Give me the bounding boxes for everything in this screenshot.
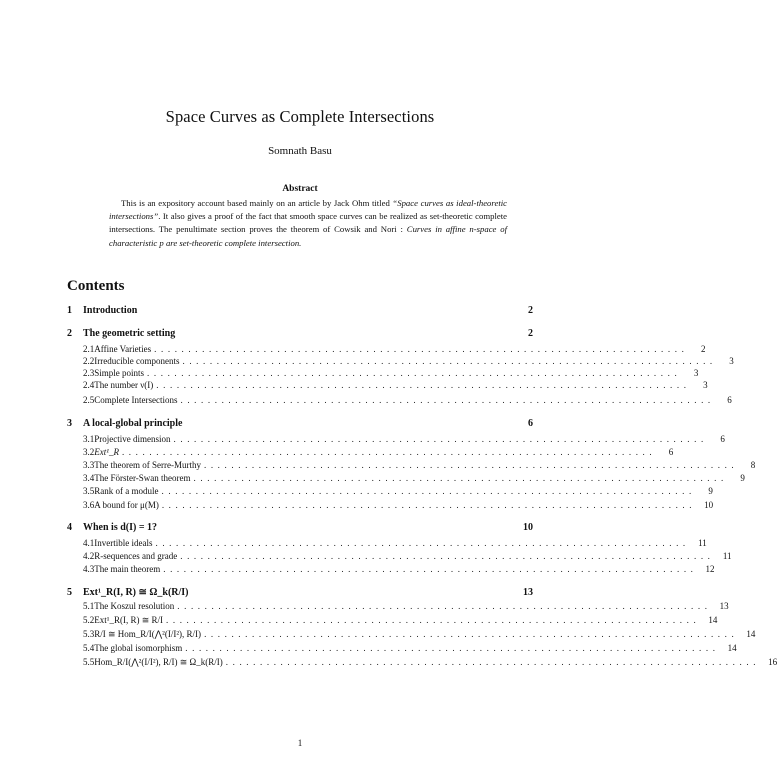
toc-subsection-number: 3.3 <box>83 460 95 470</box>
toc-subsection-page: 14 <box>727 643 737 653</box>
toc-subsection-number: 2.3 <box>83 368 95 378</box>
toc-section-title: When is d(I) = 1? <box>83 522 158 533</box>
toc-subsection-title: Hom_R/I(⋀²(I/I²), R/I) ≅ Ω_k(R/I) <box>94 657 223 667</box>
toc-leader-dots: .............................................................................. <box>185 643 720 653</box>
toc-subsection-title: Ext¹_R <box>94 447 119 457</box>
toc-subsection[interactable] <box>83 657 777 669</box>
toc-subsection-title: Projective dimension <box>94 434 171 444</box>
toc-subsection-page: 3 <box>693 368 699 378</box>
toc-section-number: 1 <box>67 305 72 316</box>
toc-subsection-number: 3.5 <box>83 486 95 496</box>
toc-section-title: Introduction <box>83 305 138 316</box>
toc-subsection-number: 2.1 <box>83 344 95 354</box>
toc-subsection[interactable] <box>83 629 756 641</box>
toc-leader-dots: .............................................................................. <box>173 434 708 444</box>
toc-leader-dots: .............................................................................. <box>161 486 696 496</box>
toc-leader-dots: .............................................................................. <box>155 538 690 548</box>
abstract-heading: Abstract <box>282 184 318 194</box>
toc-leader-dots: .............................................................................. <box>121 447 657 457</box>
abstract-text-1: This is an expository account based mainly on an article by Jack Ohm titled <box>121 198 393 208</box>
toc-subsection-number: 5.4 <box>83 643 95 653</box>
toc-leader-dots: .............................................................................. <box>180 395 715 405</box>
paper-title: Space Curves as Complete Intersections <box>165 107 435 126</box>
abstract-theorem-statement: Curves in affine n-space of characteristic p are set-theoretic complete intersection. <box>109 224 507 248</box>
toc-subsection-title: R-sequences and grade <box>94 551 178 561</box>
toc-subsection-page: 13 <box>719 601 729 611</box>
toc-subsection[interactable] <box>83 356 734 368</box>
toc-section-page: 10 <box>523 522 533 533</box>
toc-subsection[interactable] <box>83 486 713 498</box>
toc-subsection[interactable] <box>83 538 707 550</box>
toc-subsection[interactable] <box>83 500 714 512</box>
toc-subsection[interactable] <box>83 551 732 563</box>
toc-leader-dots: .............................................................................. <box>166 615 701 625</box>
paper-author: Somnath Basu <box>268 145 332 157</box>
toc-section-page: 6 <box>528 418 533 429</box>
toc-leader-dots: .............................................................................. <box>182 356 717 366</box>
toc-subsection-number: 2.2 <box>83 356 95 366</box>
toc-subsection-number: 5.1 <box>83 601 95 611</box>
toc-subsection-page: 10 <box>704 500 714 510</box>
toc-subsection-number: 4.2 <box>83 551 95 561</box>
toc-subsection-title: Irreducible components <box>94 356 180 366</box>
toc-subsection-number: 4.3 <box>83 564 95 574</box>
toc-subsection-title: Ext¹_R(I, R) ≅ R/I <box>94 615 163 625</box>
toc-subsection[interactable] <box>83 643 737 655</box>
toc-subsection[interactable] <box>83 344 706 356</box>
toc-subsection-title: The global isomorphism <box>94 643 183 653</box>
toc-section-title: Ext¹_R(I, R) ≅ Ω_k(R/I) <box>83 587 189 598</box>
toc-subsection-page: 3 <box>703 380 708 390</box>
toc-subsection-number: 5.2 <box>83 615 95 625</box>
toc-leader-dots: .............................................................................. <box>161 500 697 510</box>
toc-section-title: A local-global principle <box>83 418 183 429</box>
toc-subsection-number: 3.4 <box>83 473 95 483</box>
toc-section-number: 5 <box>67 587 72 598</box>
toc-subsection-title: Invertible ideals <box>94 538 153 548</box>
toc-leader-dots: .............................................................................. <box>204 629 739 639</box>
abstract-text-2: . It also gives a proof of the fact that smooth space curves can be realized as set-theoretic complete intersections. The penultimate section proves the theorem of Cowsik and Nori : <box>109 211 507 235</box>
toc-subsection-page: 14 <box>746 629 756 639</box>
toc-section-number: 2 <box>67 328 72 339</box>
toc-section[interactable] <box>67 328 533 342</box>
toc-subsection-title: The main theorem <box>94 564 161 574</box>
toc-section-page: 2 <box>528 305 533 316</box>
toc-leader-dots: .............................................................................. <box>147 368 682 378</box>
toc-leader-dots: .............................................................................. <box>180 551 715 561</box>
toc-subsection-title: Simple points <box>94 368 145 378</box>
toc-subsection-page: 2 <box>700 344 706 354</box>
toc-subsection[interactable] <box>83 395 732 407</box>
toc-subsection-number: 3.2 <box>83 447 95 457</box>
toc-subsection[interactable] <box>83 601 729 613</box>
toc-subsection-title: The theorem of Serre-Murthy <box>94 460 201 470</box>
toc-subsection[interactable] <box>83 380 708 392</box>
toc-leader-dots: .............................................................................. <box>163 564 698 574</box>
toc-subsection[interactable] <box>83 564 715 576</box>
toc-subsection-title: Rank of a module <box>94 486 159 496</box>
toc-subsection-number: 5.5 <box>83 657 95 667</box>
toc-subsection-page: 11 <box>722 551 732 561</box>
toc-subsection-title: Complete Intersections <box>94 395 178 405</box>
toc-subsection-title: A bound for μ(M) <box>94 500 159 510</box>
toc-section-number: 4 <box>67 522 72 533</box>
toc-leader-dots: .............................................................................. <box>177 601 712 611</box>
toc-section[interactable] <box>67 522 533 536</box>
toc-leader-dots: .............................................................................. <box>154 344 689 354</box>
toc-leader-dots: .............................................................................. <box>193 473 728 483</box>
toc-subsection-number: 5.3 <box>83 629 95 639</box>
toc-subsection-page: 14 <box>708 615 718 625</box>
toc-subsection-page: 9 <box>740 473 745 483</box>
toc-subsection-page: 12 <box>705 564 715 574</box>
toc-section-page: 2 <box>528 328 533 339</box>
toc-subsection-number: 3.6 <box>83 500 95 510</box>
toc-subsection-page: 6 <box>668 447 674 457</box>
toc-section[interactable] <box>67 418 533 432</box>
toc-subsection-page: 8 <box>750 460 756 470</box>
abstract-body <box>109 197 507 250</box>
abstract-cited-title: “Space curves as ideal-theoretic intersections” <box>109 198 508 222</box>
toc-subsection-title: Affine Varieties <box>94 344 152 354</box>
toc-subsection-title: The Koszul resolution <box>94 601 175 611</box>
toc-subsection-title: R/I ≅ Hom_R/I(⋀²(I/I²), R/I) <box>94 629 202 639</box>
toc-subsection[interactable] <box>83 473 745 485</box>
toc-subsection[interactable] <box>83 447 674 459</box>
toc-subsection-page: 16 <box>768 657 777 667</box>
toc-subsection-page: 6 <box>720 434 725 444</box>
toc-section-page: 13 <box>523 587 533 598</box>
toc-subsection-title: The Förster-Swan theorem <box>94 473 191 483</box>
toc-subsection[interactable] <box>83 460 756 472</box>
toc-subsection-number: 3.1 <box>83 434 95 444</box>
toc-subsection[interactable] <box>83 368 699 380</box>
toc-subsection-number: 2.4 <box>83 380 95 390</box>
toc-subsection-page: 11 <box>698 538 707 548</box>
toc-subsection-title: The number ν(I) <box>94 380 154 390</box>
toc-section[interactable] <box>67 305 533 319</box>
toc-leader-dots: .............................................................................. <box>225 657 761 667</box>
toc-section-number: 3 <box>67 418 72 429</box>
toc-subsection-page: 3 <box>729 356 734 366</box>
page-number: 1 <box>297 738 303 748</box>
toc-subsection-number: 4.1 <box>83 538 95 548</box>
toc-leader-dots: .............................................................................. <box>203 460 739 470</box>
toc-subsection-number: 2.5 <box>83 395 95 405</box>
toc-leader-dots: .............................................................................. <box>156 380 691 390</box>
toc-subsection[interactable] <box>83 615 718 627</box>
toc-subsection-page: 6 <box>727 395 732 405</box>
toc-subsection-page: 9 <box>708 486 713 496</box>
toc-section-title: The geometric setting <box>83 328 176 339</box>
toc-section[interactable] <box>67 587 533 601</box>
contents-heading: Contents <box>67 278 125 294</box>
toc-subsection[interactable] <box>83 434 725 446</box>
